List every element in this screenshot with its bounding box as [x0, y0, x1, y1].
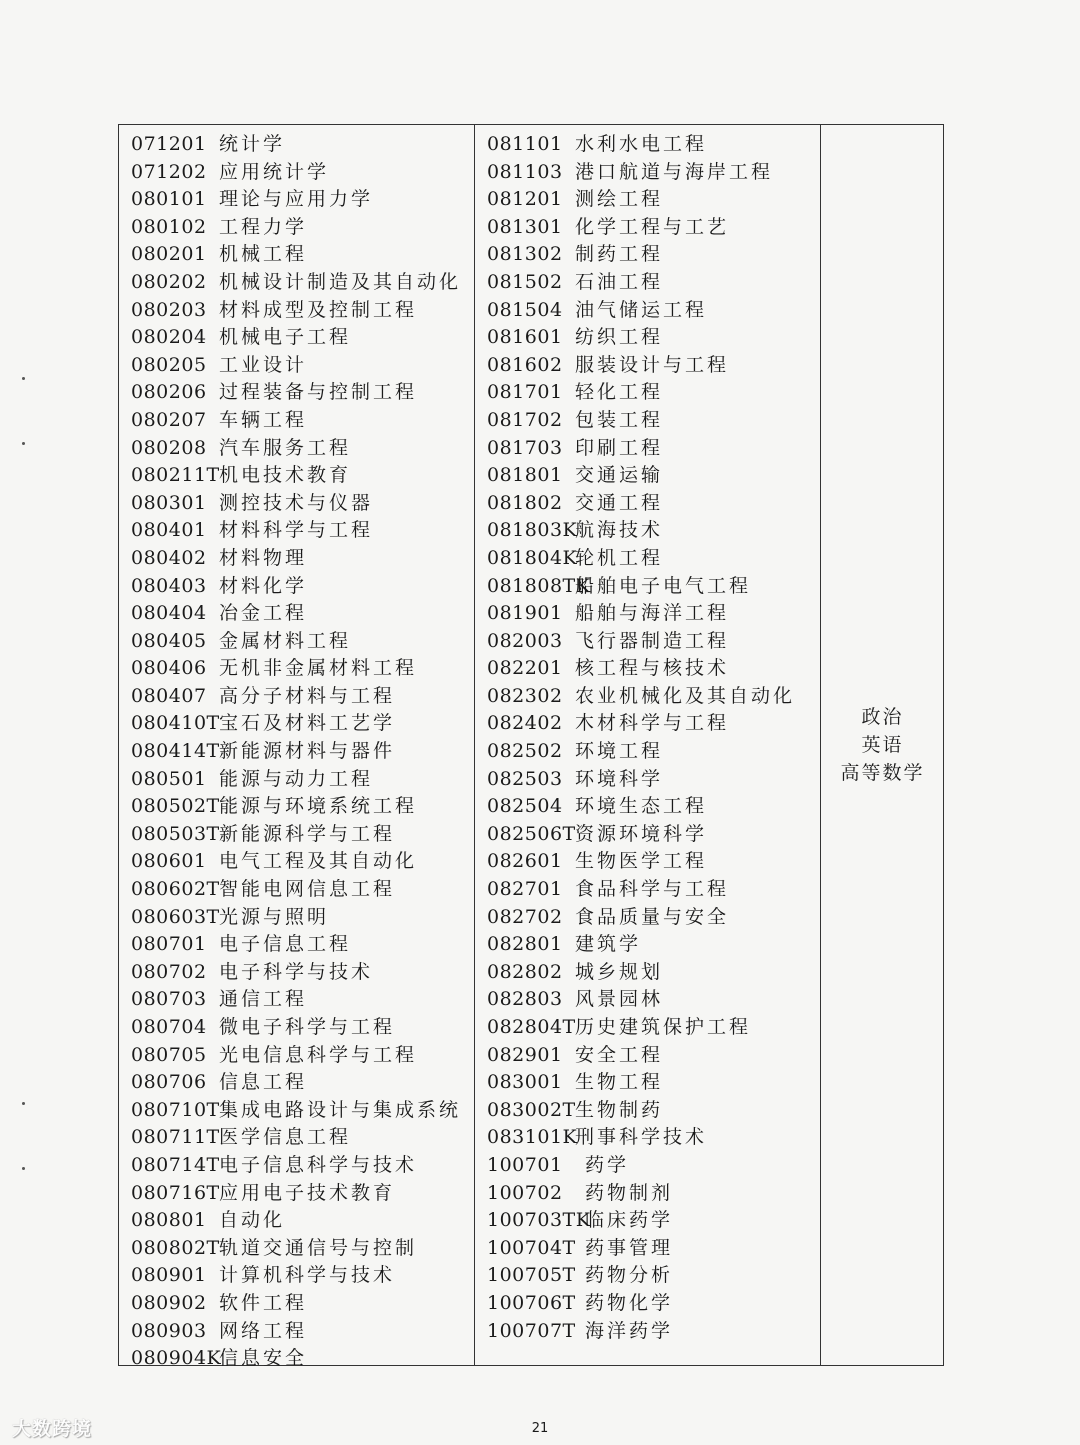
major-code: 080414T [131, 740, 220, 763]
major-name: 安全工程 [575, 1043, 664, 1066]
subject-english: 英语 [861, 734, 904, 756]
major-row [487, 324, 795, 352]
major-name: 刑事科学技术 [575, 1126, 708, 1149]
major-row [131, 821, 461, 849]
major-row [131, 545, 461, 573]
major-code: 080716T [131, 1181, 220, 1204]
major-row [131, 159, 461, 187]
major-name: 高分子材料与工程 [219, 684, 396, 707]
major-row [131, 1124, 461, 1152]
major-row [487, 600, 795, 628]
major-row [487, 131, 795, 159]
major-row [131, 655, 461, 683]
major-name: 药物制剂 [585, 1181, 674, 1204]
major-row [131, 131, 461, 159]
major-code: 080211T [131, 464, 220, 487]
major-code: 080501 [131, 767, 207, 790]
major-code: 100703TK [487, 1209, 591, 1232]
major-name: 药物化学 [585, 1291, 674, 1314]
major-name: 食品质量与安全 [575, 905, 730, 928]
column-divider [474, 125, 475, 1365]
major-name: 服装设计与工程 [575, 353, 730, 376]
major-code: 080204 [131, 326, 207, 349]
major-name: 汽车服务工程 [219, 436, 352, 459]
major-name: 新能源材料与器件 [219, 740, 396, 763]
major-row [131, 241, 461, 269]
major-code: 080703 [131, 988, 207, 1011]
major-code: 080502T [131, 795, 220, 818]
major-row [131, 517, 461, 545]
major-code: 080203 [131, 298, 207, 321]
major-code: 100702 [487, 1181, 563, 1204]
major-name: 包装工程 [575, 408, 664, 431]
major-code: 100705T [487, 1264, 576, 1287]
major-code: 080902 [131, 1291, 207, 1314]
major-name: 电子信息工程 [219, 933, 352, 956]
major-name: 工业设计 [219, 353, 308, 376]
major-code: 080702 [131, 960, 207, 983]
major-code: 081808TK [487, 574, 591, 597]
major-row [487, 655, 795, 683]
major-name: 城乡规划 [575, 960, 664, 983]
major-code: 100707T [487, 1319, 576, 1342]
major-row [131, 904, 461, 932]
major-code: 081301 [487, 215, 563, 238]
major-name: 金属材料工程 [219, 629, 352, 652]
major-code: 082601 [487, 850, 563, 873]
major-name: 船舶电子电气工程 [575, 574, 752, 597]
major-row [487, 1235, 795, 1263]
major-row [131, 324, 461, 352]
major-code: 081703 [487, 436, 563, 459]
major-row [487, 1262, 795, 1290]
major-code: 080205 [131, 353, 207, 376]
column-divider [820, 125, 821, 1365]
major-name: 制药工程 [575, 243, 664, 266]
major-code: 080901 [131, 1264, 207, 1287]
major-row [487, 821, 795, 849]
major-name: 船舶与海洋工程 [575, 602, 730, 625]
major-code: 081201 [487, 188, 563, 211]
major-name: 材料成型及控制工程 [219, 298, 418, 321]
major-name: 信息工程 [219, 1071, 308, 1094]
major-name: 集成电路设计与集成系统 [219, 1098, 462, 1121]
major-row [487, 545, 795, 573]
major-row [487, 159, 795, 187]
major-name: 新能源科学与工程 [219, 822, 396, 845]
major-name: 智能电网信息工程 [219, 878, 396, 901]
major-row [131, 352, 461, 380]
major-row [487, 683, 795, 711]
major-code: 082801 [487, 933, 563, 956]
major-row [131, 600, 461, 628]
major-row [131, 1207, 461, 1235]
major-name: 无机非金属材料工程 [219, 657, 418, 680]
major-code: 082003 [487, 629, 563, 652]
major-name: 药事管理 [585, 1236, 674, 1259]
major-row [131, 1014, 461, 1042]
major-row [131, 1318, 461, 1346]
major-code: 081601 [487, 326, 563, 349]
major-code: 081602 [487, 353, 563, 376]
major-row [131, 959, 461, 987]
major-code: 082503 [487, 767, 563, 790]
major-row [487, 793, 795, 821]
major-name: 海洋药学 [585, 1319, 674, 1342]
major-code: 082201 [487, 657, 563, 680]
major-code: 080710T [131, 1098, 220, 1121]
major-name: 食品科学与工程 [575, 878, 730, 901]
major-row [131, 462, 461, 490]
major-name: 环境生态工程 [575, 795, 708, 818]
margin-dot [22, 442, 25, 445]
major-name: 建筑学 [575, 933, 642, 956]
major-code: 083101K [487, 1126, 578, 1149]
major-code: 080410T [131, 712, 220, 735]
major-code: 080406 [131, 657, 207, 680]
major-code: 080101 [131, 188, 207, 211]
major-row [487, 931, 795, 959]
major-row [487, 1069, 795, 1097]
major-row [487, 959, 795, 987]
major-code: 080802T [131, 1236, 220, 1259]
subject-politics: 政治 [861, 706, 904, 728]
major-code: 080602T [131, 878, 220, 901]
major-code: 082803 [487, 988, 563, 1011]
margin-dot [22, 377, 25, 380]
major-row [487, 876, 795, 904]
major-name: 能源与环境系统工程 [219, 795, 418, 818]
major-row [487, 490, 795, 518]
major-code: 080207 [131, 408, 207, 431]
major-row [131, 297, 461, 325]
margin-dot [22, 1167, 25, 1170]
major-row [131, 1042, 461, 1070]
major-code: 081803K [487, 519, 578, 542]
major-row [487, 214, 795, 242]
major-row [487, 1014, 795, 1042]
major-row [131, 1069, 461, 1097]
major-row [487, 1124, 795, 1152]
major-name: 材料化学 [219, 574, 308, 597]
major-code: 080705 [131, 1043, 207, 1066]
major-name: 自动化 [219, 1209, 286, 1232]
major-row [131, 269, 461, 297]
major-name: 光源与照明 [219, 905, 330, 928]
middle-major-list [487, 131, 795, 1345]
major-code: 080407 [131, 684, 207, 707]
major-row [131, 628, 461, 656]
major-row [487, 1207, 795, 1235]
exam-subjects [822, 703, 943, 787]
major-code: 081103 [487, 160, 563, 183]
major-row [487, 766, 795, 794]
major-code: 080102 [131, 215, 207, 238]
major-row [487, 1152, 795, 1180]
major-code: 082701 [487, 878, 563, 901]
major-row [131, 1290, 461, 1318]
major-row [487, 186, 795, 214]
major-code: 080711T [131, 1126, 220, 1149]
major-name: 轨道交通信号与控制 [219, 1236, 418, 1259]
major-name: 农业机械化及其自动化 [575, 684, 796, 707]
major-name: 电气工程及其自动化 [219, 850, 418, 873]
major-code: 080706 [131, 1071, 207, 1094]
major-code: 082302 [487, 684, 563, 707]
major-code: 083001 [487, 1071, 563, 1094]
page-number: 21 [531, 1421, 549, 1436]
major-name: 机械电子工程 [219, 326, 352, 349]
major-code: 080603T [131, 905, 220, 928]
major-code: 081702 [487, 408, 563, 431]
major-row [487, 297, 795, 325]
major-code: 080801 [131, 1209, 207, 1232]
major-name: 生物工程 [575, 1071, 664, 1094]
major-row [487, 738, 795, 766]
major-name: 统计学 [219, 133, 286, 155]
major-name: 机械工程 [219, 243, 308, 266]
major-row [131, 1235, 461, 1263]
major-code: 080208 [131, 436, 207, 459]
major-name: 化学工程与工艺 [575, 215, 730, 238]
major-name: 应用电子技术教育 [219, 1181, 396, 1204]
major-code: 100704T [487, 1236, 576, 1259]
major-code: 082702 [487, 905, 563, 928]
major-code: 080503T [131, 822, 220, 845]
major-row [487, 1042, 795, 1070]
major-code: 080404 [131, 602, 207, 625]
major-code: 081502 [487, 270, 563, 293]
major-row [131, 1262, 461, 1290]
major-row [131, 186, 461, 214]
major-code: 080403 [131, 574, 207, 597]
major-code: 080904K [131, 1347, 222, 1370]
major-code: 082504 [487, 795, 563, 818]
major-row [487, 517, 795, 545]
major-name: 水利水电工程 [575, 133, 708, 155]
major-row [131, 766, 461, 794]
major-name: 印刷工程 [575, 436, 664, 459]
major-row [487, 986, 795, 1014]
major-row [131, 490, 461, 518]
major-name: 生物制药 [575, 1098, 664, 1121]
major-name: 交通运输 [575, 464, 664, 487]
majors-table [118, 124, 944, 1370]
major-code: 083002T [487, 1098, 576, 1121]
major-name: 通信工程 [219, 988, 308, 1011]
major-row [487, 1290, 795, 1318]
major-row [487, 269, 795, 297]
major-row [487, 1180, 795, 1208]
major-row [487, 848, 795, 876]
major-name: 药学 [585, 1153, 630, 1176]
major-name: 环境科学 [575, 767, 664, 790]
major-row [487, 573, 795, 601]
major-row [131, 1152, 461, 1180]
major-code: 080401 [131, 519, 207, 542]
major-name: 港口航道与海岸工程 [575, 160, 774, 183]
major-name: 电子信息科学与技术 [219, 1153, 418, 1176]
major-code: 080402 [131, 546, 207, 569]
major-name: 能源与动力工程 [219, 767, 374, 790]
major-row [487, 628, 795, 656]
major-row [131, 435, 461, 463]
major-code: 080201 [131, 243, 207, 266]
major-row [131, 683, 461, 711]
major-row [131, 710, 461, 738]
major-name: 过程装备与控制工程 [219, 381, 418, 404]
major-code: 080601 [131, 850, 207, 873]
major-name: 应用统计学 [219, 160, 330, 183]
major-name: 机电技术教育 [219, 464, 352, 487]
major-code: 071202 [131, 160, 207, 183]
watermark-logo: 大数跨境 [12, 1418, 93, 1440]
major-code: 100701 [487, 1153, 563, 1176]
major-code: 080714T [131, 1153, 220, 1176]
major-name: 材料物理 [219, 546, 308, 569]
major-code: 080202 [131, 270, 207, 293]
major-row [131, 407, 461, 435]
major-name: 轮机工程 [575, 546, 664, 569]
major-row [131, 1345, 461, 1373]
subject-advanced-math: 高等数学 [840, 762, 925, 784]
major-row [487, 462, 795, 490]
major-name: 风景园林 [575, 988, 664, 1011]
major-name: 核工程与核技术 [575, 657, 730, 680]
major-row [487, 241, 795, 269]
major-name: 冶金工程 [219, 602, 308, 625]
major-row [131, 876, 461, 904]
major-code: 080206 [131, 381, 207, 404]
major-row [131, 793, 461, 821]
major-name: 材料科学与工程 [219, 519, 374, 542]
major-name: 计算机科学与技术 [219, 1264, 396, 1287]
major-name: 网络工程 [219, 1319, 308, 1342]
major-name: 电子科学与技术 [219, 960, 374, 983]
major-name: 信息安全 [219, 1347, 308, 1370]
major-name: 木材科学与工程 [575, 712, 730, 735]
major-row [487, 407, 795, 435]
major-code: 082502 [487, 740, 563, 763]
major-name: 临床药学 [585, 1209, 674, 1232]
major-code: 081801 [487, 464, 563, 487]
major-row [131, 738, 461, 766]
major-code: 081504 [487, 298, 563, 321]
major-name: 微电子科学与工程 [219, 1016, 396, 1038]
major-row [131, 931, 461, 959]
major-code: 081901 [487, 602, 563, 625]
major-name: 测控技术与仪器 [219, 491, 374, 514]
major-row [487, 1318, 795, 1346]
major-name: 航海技术 [575, 519, 664, 542]
major-name: 历史建筑保护工程 [575, 1016, 752, 1038]
major-row [131, 1180, 461, 1208]
major-row [131, 1097, 461, 1125]
major-name: 药物分析 [585, 1264, 674, 1287]
major-name: 交通工程 [575, 491, 664, 514]
major-code: 081101 [487, 133, 563, 155]
major-code: 082802 [487, 960, 563, 983]
major-code: 080704 [131, 1016, 207, 1038]
major-row [487, 1097, 795, 1125]
major-name: 石油工程 [575, 270, 664, 293]
major-row [131, 848, 461, 876]
major-row [487, 379, 795, 407]
major-name: 油气储运工程 [575, 298, 708, 321]
major-code: 082804T [487, 1016, 576, 1038]
major-code: 071201 [131, 133, 207, 155]
major-row [487, 904, 795, 932]
margin-dot [22, 1102, 25, 1105]
major-code: 081701 [487, 381, 563, 404]
major-name: 环境工程 [575, 740, 664, 763]
major-row [487, 710, 795, 738]
major-name: 生物医学工程 [575, 850, 708, 873]
major-code: 081302 [487, 243, 563, 266]
major-name: 光电信息科学与工程 [219, 1043, 418, 1066]
major-row [131, 214, 461, 242]
major-code: 100706T [487, 1291, 576, 1314]
major-name: 测绘工程 [575, 188, 664, 211]
major-row [487, 352, 795, 380]
major-row [487, 435, 795, 463]
major-row [131, 573, 461, 601]
major-name: 宝石及材料工艺学 [219, 712, 396, 735]
major-code: 080701 [131, 933, 207, 956]
major-code: 081804K [487, 546, 578, 569]
major-name: 资源环境科学 [575, 822, 708, 845]
major-name: 理论与应用力学 [219, 188, 374, 211]
major-name: 医学信息工程 [219, 1126, 352, 1149]
major-name: 软件工程 [219, 1291, 308, 1314]
major-code: 082901 [487, 1043, 563, 1066]
major-code: 080301 [131, 491, 207, 514]
major-name: 纺织工程 [575, 326, 664, 349]
major-row [131, 986, 461, 1014]
major-code: 082506T [487, 822, 576, 845]
left-major-list [131, 131, 461, 1373]
major-code: 080903 [131, 1319, 207, 1342]
major-name: 飞行器制造工程 [575, 629, 730, 652]
major-row [131, 379, 461, 407]
major-code: 080405 [131, 629, 207, 652]
major-name: 车辆工程 [219, 408, 308, 431]
major-name: 轻化工程 [575, 381, 664, 404]
major-code: 081802 [487, 491, 563, 514]
major-name: 工程力学 [219, 215, 308, 238]
major-name: 机械设计制造及其自动化 [219, 270, 462, 293]
major-code: 082402 [487, 712, 563, 735]
